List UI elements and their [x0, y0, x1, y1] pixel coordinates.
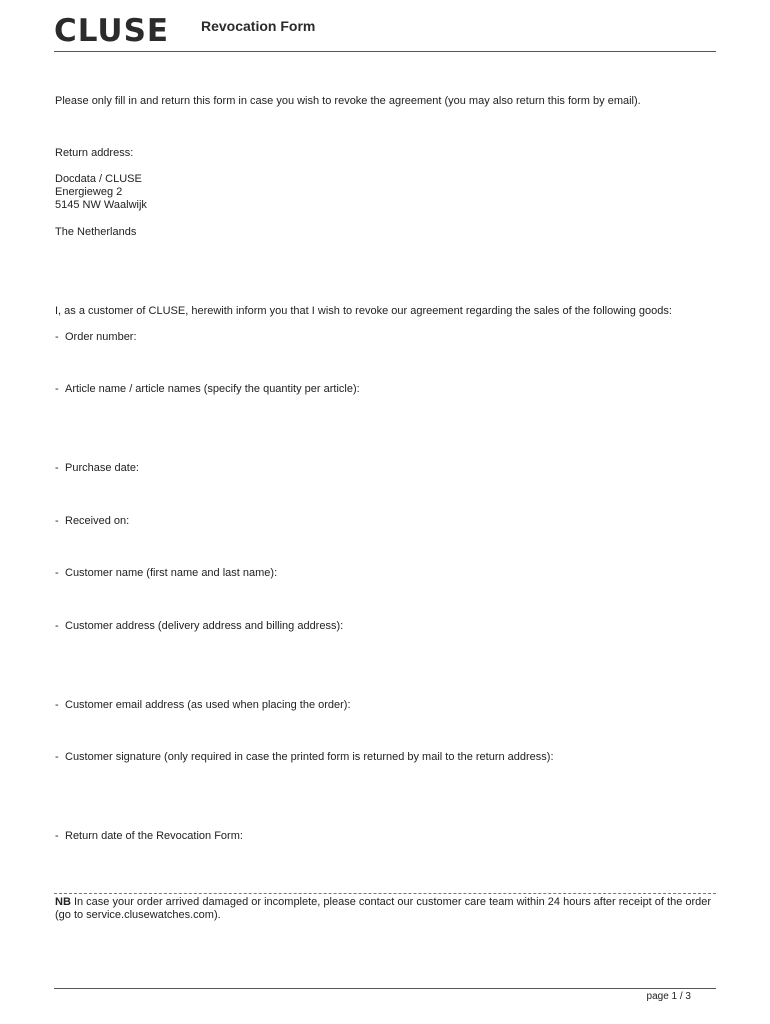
field-label: Customer address (delivery address and billing address): [65, 620, 344, 632]
return-address-heading: Return address: [55, 147, 134, 159]
note-divider [54, 893, 716, 894]
return-address-line-2: Energieweg 2 [55, 186, 123, 198]
return-address-line-1: Docdata / CLUSE [55, 173, 142, 185]
field-article-names [55, 383, 360, 396]
note-body: In case your order arrived damaged or incomplete, please contact our customer care team within 24 hours after receipt of the order (go to service.clusewatches.com). [55, 896, 712, 921]
field-bullet: - [55, 830, 59, 842]
field-bullet: - [55, 383, 59, 395]
field-customer-email [55, 699, 351, 712]
field-bullet: - [55, 462, 59, 474]
field-label: Received on: [65, 515, 130, 527]
field-order-number [55, 331, 137, 344]
field-bullet: - [55, 331, 59, 343]
page-number: page 1 / 3 [646, 991, 691, 1002]
field-purchase-date [55, 462, 139, 475]
field-bullet: - [55, 699, 59, 711]
field-received-on [55, 515, 129, 528]
field-customer-signature [55, 751, 554, 764]
field-bullet: - [55, 751, 59, 763]
field-bullet: - [55, 620, 59, 632]
return-address-country: The Netherlands [55, 226, 137, 238]
field-label: Purchase date: [65, 462, 139, 474]
field-label: Customer signature (only required in case the printed form is returned by mail to the return address): [65, 751, 554, 763]
field-customer-name [55, 567, 277, 580]
field-label: Order number: [65, 331, 137, 343]
footer-divider [54, 988, 716, 989]
brand-logo: CLUSE [54, 13, 170, 49]
intro-text: Please only fill in and return this form in case you wish to revoke the agreement (you may also return this form by email). [55, 95, 641, 107]
field-label: Customer name (first name and last name): [65, 567, 278, 579]
field-return-date [55, 830, 243, 843]
field-bullet: - [55, 515, 59, 527]
field-customer-address [55, 620, 343, 633]
note-text [55, 896, 715, 922]
field-label: Return date of the Revocation Form: [65, 830, 243, 842]
header-divider [54, 51, 716, 52]
field-label: Customer email address (as used when placing the order): [65, 699, 351, 711]
field-bullet: - [55, 567, 59, 579]
form-title: Revocation Form [201, 18, 316, 34]
declaration-text: I, as a customer of CLUSE, herewith inform you that I wish to revoke our agreement regarding the sales of the following goods: [55, 305, 672, 317]
note-prefix: NB [55, 896, 71, 908]
return-address-line-3: 5145 NW Waalwijk [55, 199, 147, 211]
field-label: Article name / article names (specify the quantity per article): [65, 383, 360, 395]
